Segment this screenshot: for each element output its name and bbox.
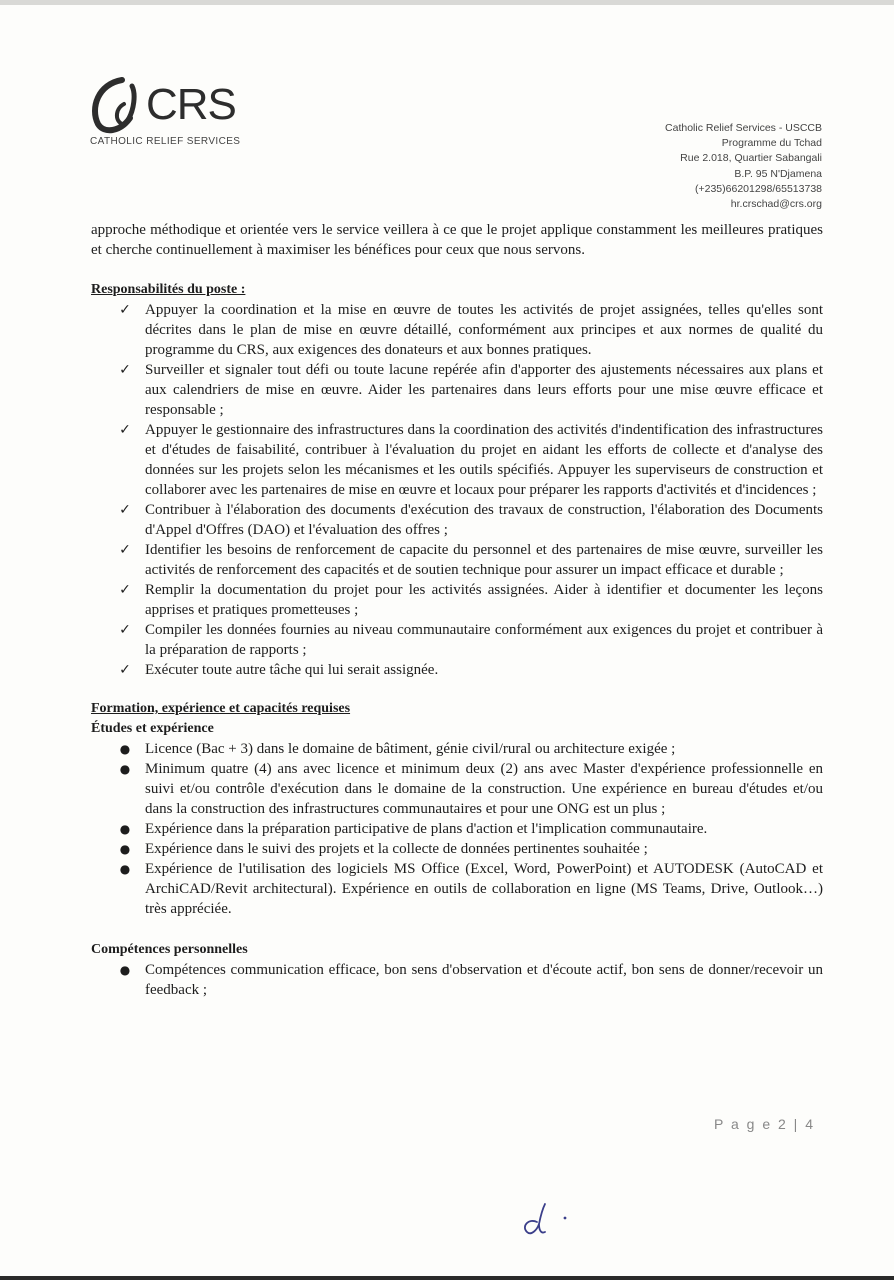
bullet-icon: ● xyxy=(119,862,131,876)
list-item xyxy=(91,580,823,620)
address-line: B.P. 95 N'Djamena xyxy=(734,167,822,180)
office-address xyxy=(665,121,822,212)
list-item xyxy=(91,859,823,919)
crs-logo xyxy=(88,74,248,154)
responsibilities-list xyxy=(91,300,823,680)
check-icon: ✓ xyxy=(119,302,131,318)
check-icon: ✓ xyxy=(119,502,131,518)
list-item-text: Identifier les besoins de renforcement de capacite du personnel et des partenaires de mise œuvre, surveiller les activités de renforcement des capacités et de soutien technique pour assurer un impact efficace et durable ; xyxy=(145,542,823,578)
list-item xyxy=(91,540,823,580)
list-item-text: Expérience dans le suivi des projets et la collecte de données pertinentes souhaitée ; xyxy=(145,841,648,857)
list-item xyxy=(91,420,823,500)
logo-subtitle: CATHOLIC RELIEF SERVICES xyxy=(90,136,241,147)
list-item xyxy=(91,660,823,680)
bullet-icon: ● xyxy=(119,822,131,836)
list-item-text: Appuyer la coordination et la mise en œuvre de toutes les activités de projet assignées, telles qu'elles sont décrites dans le plan de mise en œuvre détaillé, conformément aux principes et aux normes de qualité du programme du CRS, aux exigences des donateurs et aux bonnes pratiques. xyxy=(145,302,823,358)
document-body xyxy=(91,220,823,1000)
address-email: hr.crschad@crs.org xyxy=(730,198,822,211)
address-line: Programme du Tchad xyxy=(721,137,822,150)
check-icon: ✓ xyxy=(119,662,131,678)
check-icon: ✓ xyxy=(119,622,131,638)
list-item xyxy=(91,960,823,1000)
bullet-icon: ● xyxy=(119,762,131,776)
bullet-icon: ● xyxy=(119,963,131,977)
check-icon: ✓ xyxy=(119,422,131,438)
list-item-text: Appuyer le gestionnaire des infrastructures dans la coordination des activités d'indentification des infrastructures et d'études de faisabilité, contribuer à l'évaluation du projet en aidant les efforts de collecte et d'analyse des données sur les projets selon les mécanismes et les outils spécifiés. Appuyer les superviseurs de construction et collaborer avec les partenaires de mise en œuvre et locaux pour préparer les rapports d'activités et d'incidences ; xyxy=(145,422,823,498)
intro-paragraph: approche méthodique et orientée vers le service veillera à ce que le projet applique constamment les meilleures pratiques et cherche continuellement à maximiser les bénéfices pour ceux que nous servons. xyxy=(91,222,823,258)
page-number: P a g e 2 | 4 xyxy=(714,1116,815,1132)
list-item-text: Compiler les données fournies au niveau communautaire conformément aux exigences du projet et contribuer à la préparation de rapports ; xyxy=(145,622,823,658)
list-item xyxy=(91,819,823,839)
list-item-text: Contribuer à l'élaboration des documents d'exécution des travaux de construction, l'élaboration des Documents d'Appel d'Offres (DAO) et l'évaluation des offres ; xyxy=(145,502,823,538)
list-item-text: Exécuter toute autre tâche qui lui serait assignée. xyxy=(145,662,439,678)
list-item xyxy=(91,739,823,759)
list-item xyxy=(91,360,823,420)
signature-initial-icon xyxy=(515,1200,575,1240)
address-line: Rue 2.018, Quartier Sabangali xyxy=(680,152,822,165)
list-item xyxy=(91,300,823,360)
studies-subheading: Études et expérience xyxy=(91,721,214,736)
list-item xyxy=(91,620,823,660)
qualifications-list xyxy=(91,739,823,919)
list-item-text: Surveiller et signaler tout défi ou toute lacune repérée afin d'apporter des ajustements nécessaires aux plans et aux calendriers de mise en œuvre. Aider les partenaires dans leurs efforts pour une mise œuvre efficace et responsable ; xyxy=(145,362,823,418)
list-item-text: Remplir la documentation du projet pour les activités assignées. Aider à identifier et documenter les leçons apprises et pratiques prometteuses ; xyxy=(145,582,823,618)
check-icon: ✓ xyxy=(119,362,131,378)
logo-name: CRS xyxy=(146,80,236,129)
scan-top-edge xyxy=(0,0,894,5)
address-line: Catholic Relief Services - USCCB xyxy=(665,122,822,134)
bullet-icon: ● xyxy=(119,842,131,856)
personal-skills-list xyxy=(91,960,823,1000)
list-item-text: Minimum quatre (4) ans avec licence et minimum deux (2) ans avec Master d'expérience professionnelle en suivi et/ou contrôle d'exécution dans le domaine de la construction. Une expérience en bureau d'études et/ou dans la construction des infrastructures communautaires et pour une ONG est un plus ; xyxy=(145,761,823,817)
scan-bottom-edge xyxy=(0,1276,894,1280)
bullet-icon: ● xyxy=(119,742,131,756)
list-item xyxy=(91,839,823,859)
check-icon: ✓ xyxy=(119,542,131,558)
qualifications-heading: Formation, expérience et capacités requises xyxy=(91,701,351,716)
personal-skills-heading: Compétences personnelles xyxy=(91,942,248,957)
list-item-text: Licence (Bac + 3) dans le domaine de bâtiment, génie civil/rural ou architecture exigée ; xyxy=(145,741,676,757)
list-item xyxy=(91,500,823,540)
list-item xyxy=(91,759,823,819)
check-icon: ✓ xyxy=(119,582,131,598)
address-line: (+235)66201298/65513738 xyxy=(695,182,822,195)
list-item-text: Compétences communication efficace, bon sens d'observation et d'écoute actif, bon sens de donner/recevoir un feedback ; xyxy=(145,962,823,998)
responsibilities-heading: Responsabilités du poste : xyxy=(91,282,246,297)
list-item-text: Expérience de l'utilisation des logiciels MS Office (Excel, Word, PowerPoint) et AUTODESK (AutoCAD et ArchiCAD/Revit architectural). Expérience en outils de collaboration en ligne (MS Teams, Drive, Outlook…) très appréciée. xyxy=(145,861,823,917)
list-item-text: Expérience dans la préparation participative de plans d'action et l'implication communautaire. xyxy=(145,821,708,837)
crs-logo-mark-icon xyxy=(88,74,148,136)
